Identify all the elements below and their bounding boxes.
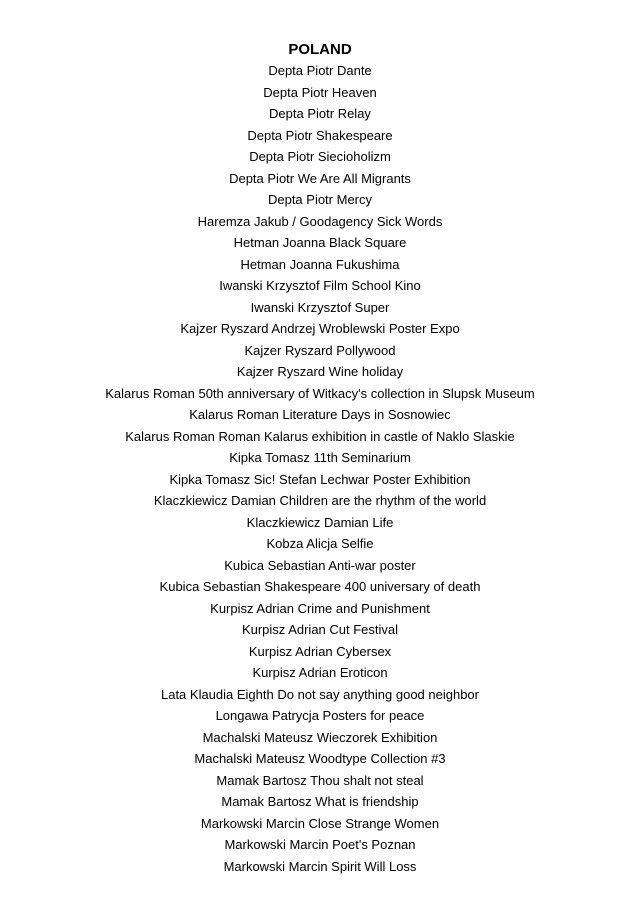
list-item: Kurpisz Adrian Crime and Punishment	[210, 600, 430, 616]
list-item: Depta Piotr Shakespeare	[247, 127, 393, 143]
list-item: Klaczkiewicz Damian Life	[246, 514, 394, 530]
list-item: Depta Piotr We Are All Migrants	[229, 170, 411, 186]
list-item: Kajzer Ryszard Wine holiday	[236, 364, 404, 379]
list-item: Kobza Alicja Selfie	[266, 536, 374, 551]
list-item: Kipka Tomasz 11th Seminarium	[229, 450, 411, 465]
list-item: Hetman Joanna Fukushima	[240, 256, 400, 272]
list-item: Kalarus Roman Literature Days in Sosnowiec	[189, 407, 451, 422]
list-item: Kalarus Roman 50th anniversary of Witkacy's collection in Slupsk Museum	[105, 385, 535, 401]
list-item: Machalski Mateusz Woodtype Collection #3	[194, 751, 446, 766]
list-item: Markowski Marcin Poet's Poznan	[224, 837, 416, 852]
list-item: Kurpisz Adrian Cut Festival	[241, 622, 399, 637]
list-item: Depta Piotr Dante	[268, 63, 372, 78]
list-item: Mamak Bartosz Thou shalt not steal	[216, 772, 424, 788]
list-item: Kurpisz Adrian Eroticon	[252, 665, 388, 680]
list-item: Depta Piotr Mercy	[267, 192, 373, 207]
list-item: Kajzer Ryszard Pollywood	[244, 342, 396, 358]
list-item: Mamak Bartosz What is friendship	[221, 794, 419, 809]
list-item: Markowski Marcin Close Strange Women	[200, 815, 440, 831]
list-item: Kajzer Ryszard Andrzej Wroblewski Poster Expo	[180, 321, 460, 336]
list-item: Hetman Joanna Black Square	[233, 235, 407, 250]
list-item: Markowski Marcin Spirit Will Loss	[223, 858, 417, 874]
list-item: Kipka Tomasz Sic! Stefan Lechwar Poster Exhibition	[169, 471, 471, 487]
list-item: Depta Piotr Heaven	[263, 84, 377, 100]
list-item: Longawa Patrycja Posters for peace	[215, 708, 425, 723]
list-item: Haremza Jakub / Goodagency Sick Words	[197, 213, 443, 229]
list-item: Depta Piotr Relay	[269, 106, 371, 121]
list-item: Machalski Mateusz Wieczorek Exhibition	[202, 729, 438, 745]
list-item: Iwanski Krzysztof Super	[250, 299, 390, 315]
section-title: POLAND	[288, 41, 352, 58]
entry-list	[0, 60, 640, 877]
list-item: Lata Klaudia Eighth Do not say anything good neighbor	[160, 686, 479, 702]
list-item: Klaczkiewicz Damian Children are the rhythm of the world	[153, 493, 487, 508]
list-item: Kurpisz Adrian Cybersex	[248, 643, 392, 659]
list-item: Kubica Sebastian Anti-war poster	[224, 557, 416, 573]
list-item: Depta Piotr Siecioholizm	[249, 149, 391, 164]
list-item: Kubica Sebastian Shakespeare 400 universary of death	[159, 579, 481, 594]
list-item: Iwanski Krzysztof Film School Kino	[219, 278, 421, 293]
list-item: Kalarus Roman Roman Kalarus exhibition in castle of Naklo Slaskie	[125, 428, 515, 444]
